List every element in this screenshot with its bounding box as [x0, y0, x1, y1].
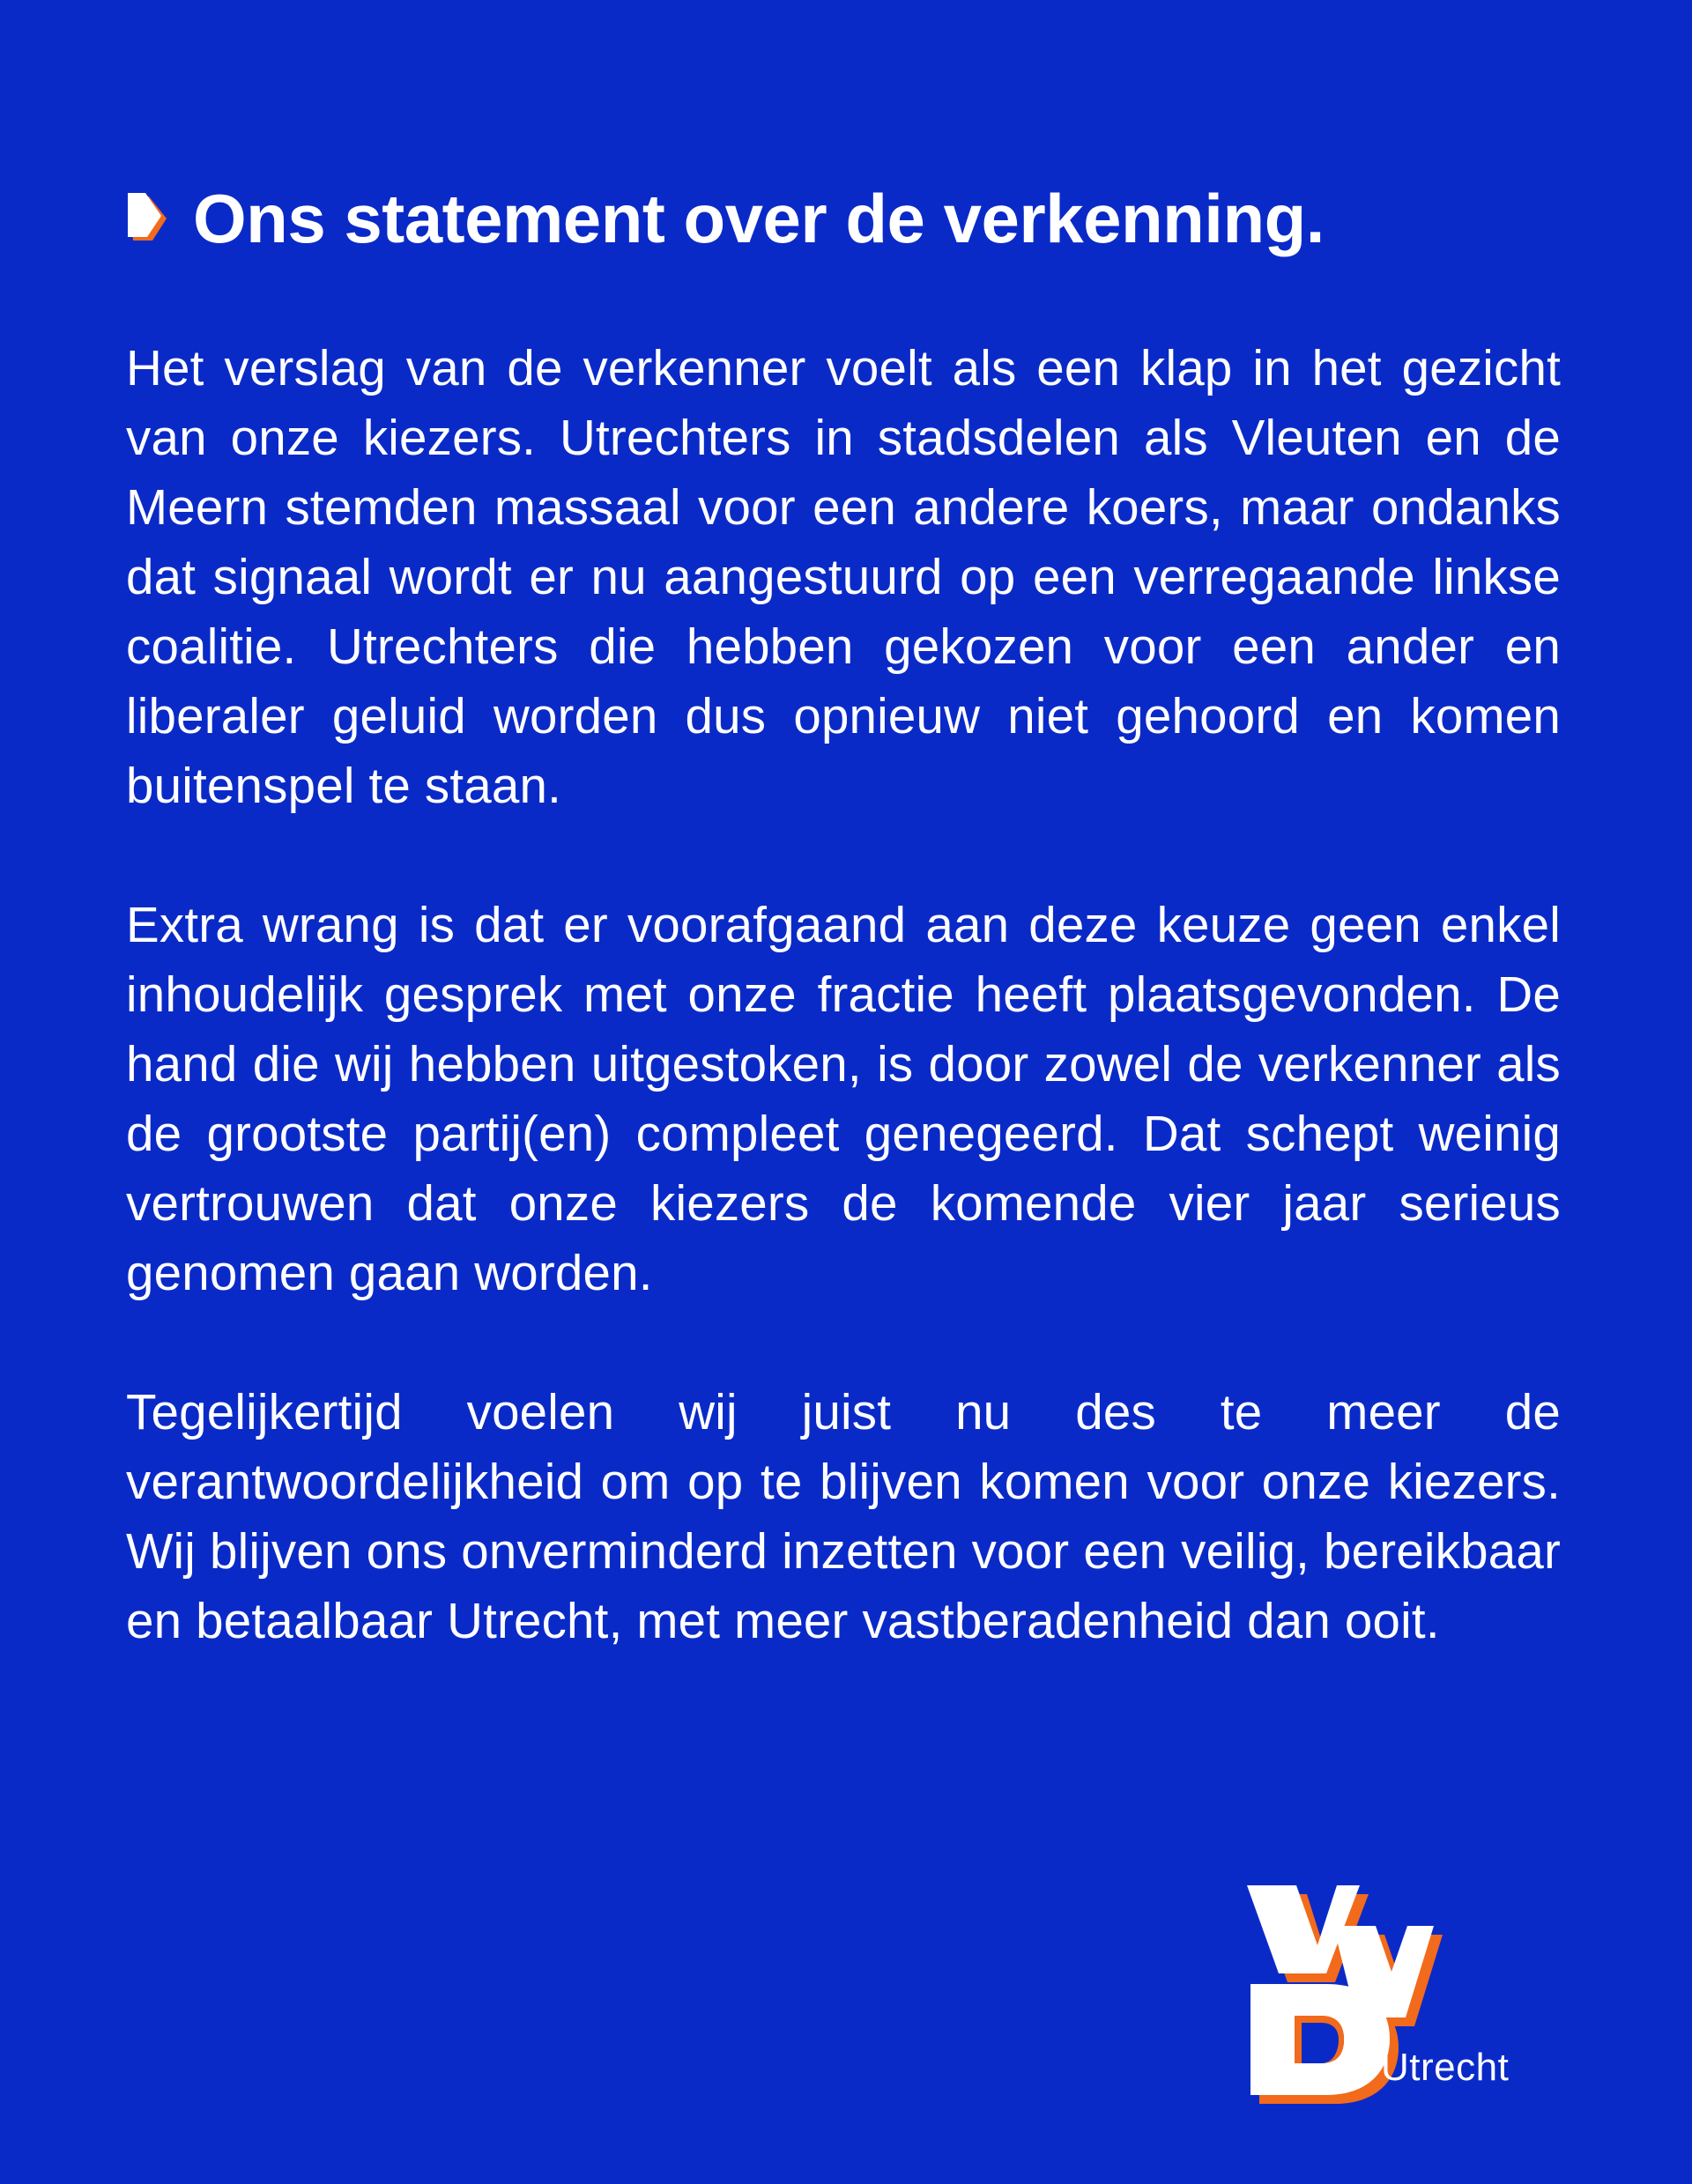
paragraph-2: Extra wrang is dat er voorafgaand aan deze keuze geen enkel inhoudelijk gesprek met onze fractie heeft plaatsgevonden. De hand die wij hebben uitgestoken, is door zowel de verkenner als de grootste partij(en) compleet genegeerd. Dat schept weinig vertrouwen dat onze kiezers de komende vier jaar serieus genomen gaan worden.	[126, 897, 1561, 1300]
paragraph-3: Tegelijkertijd voelen wij juist nu des te meer de verantwoordelijkheid om op te blijven komen voor onze kiezers. Wij blijven ons onverminderd inzetten voor een veilig, bereikbaar en betaalbaar Utrecht, met meer vastberadenheid dan ooit.	[126, 1384, 1561, 1648]
statement-body	[126, 333, 1561, 1725]
logo-city-label: Utrecht	[1381, 2046, 1510, 2089]
statement-header	[126, 174, 1562, 263]
chevron-arrow-icon	[126, 191, 172, 246]
paragraph-1: Het verslag van de verkenner voelt als een klap in het gezicht van onze kiezers. Utrechters in stadsdelen als Vleuten en de Meern stemden massaal voor een andere koers, maar ondanks dat signaal wordt er nu aangestuurd op een verregaande linkse coalitie. Utrechters die hebben gekozen voor een ander en liberaler geluid worden dus opnieuw niet gehoord en komen buitenspel te staan.	[126, 340, 1561, 813]
page-title: Ons statement over de verkenning.	[193, 180, 1325, 257]
